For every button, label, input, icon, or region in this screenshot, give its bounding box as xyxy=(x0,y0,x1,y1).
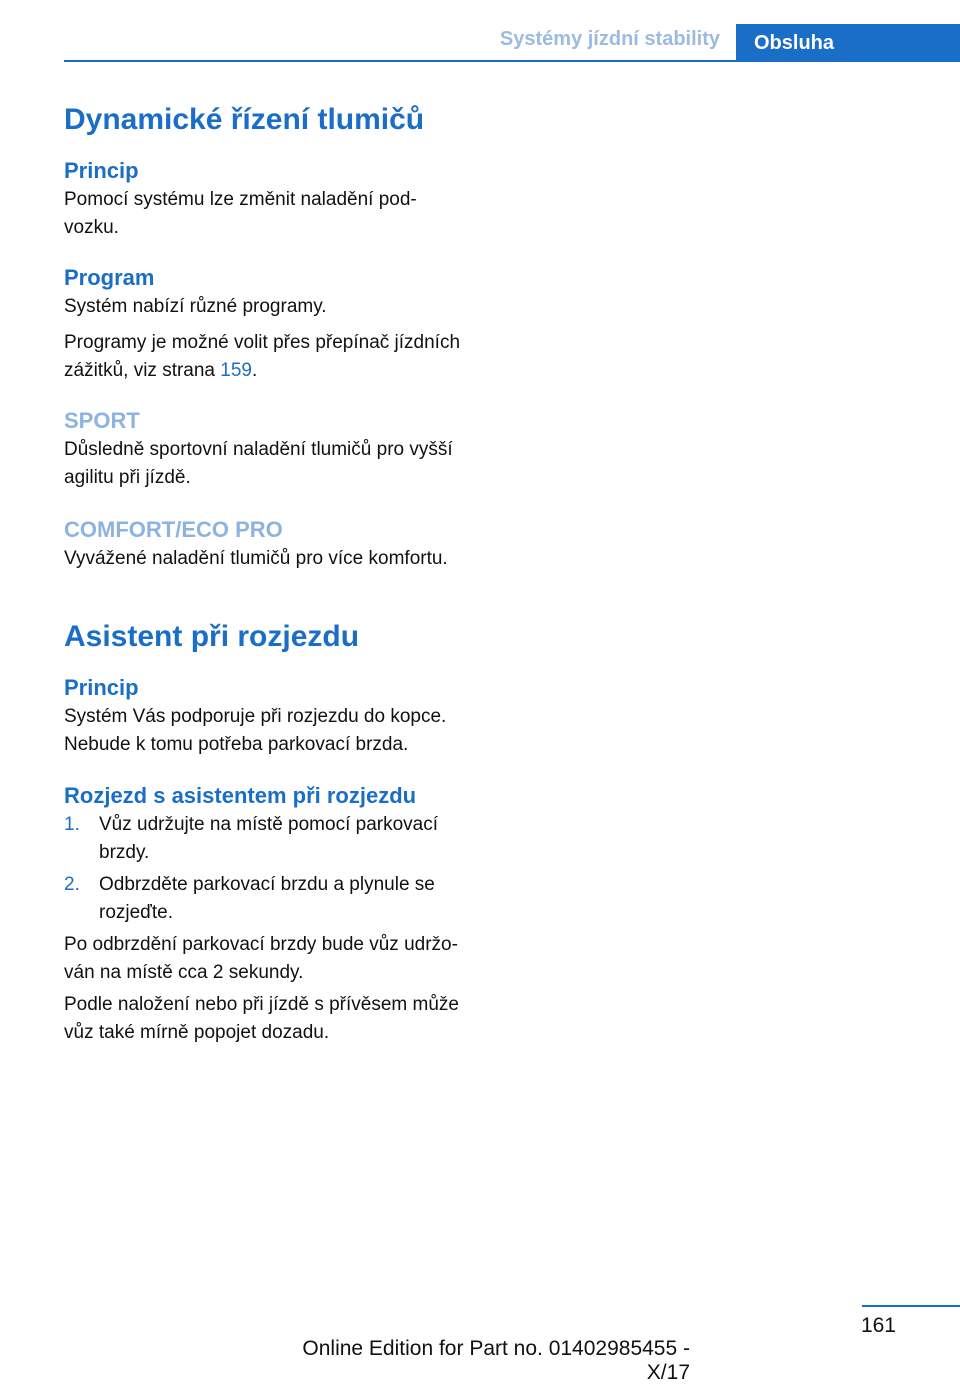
text-line: Programy je možné volit přes přepínač jízdních xyxy=(64,332,461,353)
paragraph-comfort: Vyvážené naladění tlumičů pro více komfortu. xyxy=(64,548,448,569)
heading-comfort-eco-pro: COMFORT/ECO PRO xyxy=(64,517,283,542)
paragraph-princip xyxy=(64,186,484,242)
main-column xyxy=(64,100,484,1047)
steps-list xyxy=(64,811,484,927)
page-reference-link[interactable]: 159 xyxy=(220,360,252,381)
text-line: ván na místě cca 2 sekundy. xyxy=(64,962,304,983)
paragraph-program-2 xyxy=(64,329,484,385)
text-line: vozku. xyxy=(64,217,119,238)
header-section-title: Systémy jízdní stability xyxy=(499,28,720,50)
heading-sport: SPORT xyxy=(64,408,140,433)
paragraph-after-release xyxy=(64,931,484,987)
list-item xyxy=(64,811,484,867)
text-line: Nebude k tomu potřeba parkovací brzda. xyxy=(64,734,409,755)
list-item xyxy=(64,871,484,927)
text-line: Pomocí systému lze změnit naladění pod- xyxy=(64,189,417,210)
footer-edition: Online Edition for Part no. 01402985455 - X/17 xyxy=(302,1337,690,1384)
step-number: 1. xyxy=(64,814,80,835)
heading-princip: Princip xyxy=(64,158,139,183)
paragraph-program-1: Systém nabízí různé programy. xyxy=(64,296,327,317)
footer-rule xyxy=(862,1305,960,1307)
paragraph-princip-2 xyxy=(64,703,484,759)
page-number: 161 xyxy=(860,1314,896,1337)
heading-princip-2: Princip xyxy=(64,675,139,700)
step-text: Vůz udržujte na místě pomocí parkovací brzdy. xyxy=(99,814,438,863)
heading-program: Program xyxy=(64,265,155,290)
text-line: . xyxy=(251,360,258,381)
text-line: Podle naložení nebo při jízdě s přívěsem může xyxy=(64,994,459,1015)
section-title-damper-control: Dynamické řízení tlumičů xyxy=(64,103,425,136)
step-number: 2. xyxy=(64,874,80,895)
section-title-hill-start-assist: Asistent při rozjezdu xyxy=(64,620,360,653)
text-line: agilitu při jízdě. xyxy=(64,467,191,488)
step-text: Odbrzděte parkovací brzdu a plynule se rozjeďte. xyxy=(99,874,435,923)
heading-rozjezd: Rozjezd s asistentem při rozjezdu xyxy=(64,783,417,808)
text-line: zážitků, viz strana xyxy=(64,360,221,381)
paragraph-load-note xyxy=(64,991,484,1047)
text-line: Systém Vás podporuje při rozjezdu do kopce. xyxy=(64,706,447,727)
paragraph-sport xyxy=(64,436,484,492)
text-line: vůz také mírně popojet dozadu. xyxy=(64,1022,330,1043)
text-line: Důsledně sportovní naladění tlumičů pro vyšší xyxy=(64,439,453,460)
header-chapter-tab: Obsluha xyxy=(736,24,960,62)
text-line: Po odbrzdění parkovací brzdy bude vůz udržo- xyxy=(64,934,458,955)
